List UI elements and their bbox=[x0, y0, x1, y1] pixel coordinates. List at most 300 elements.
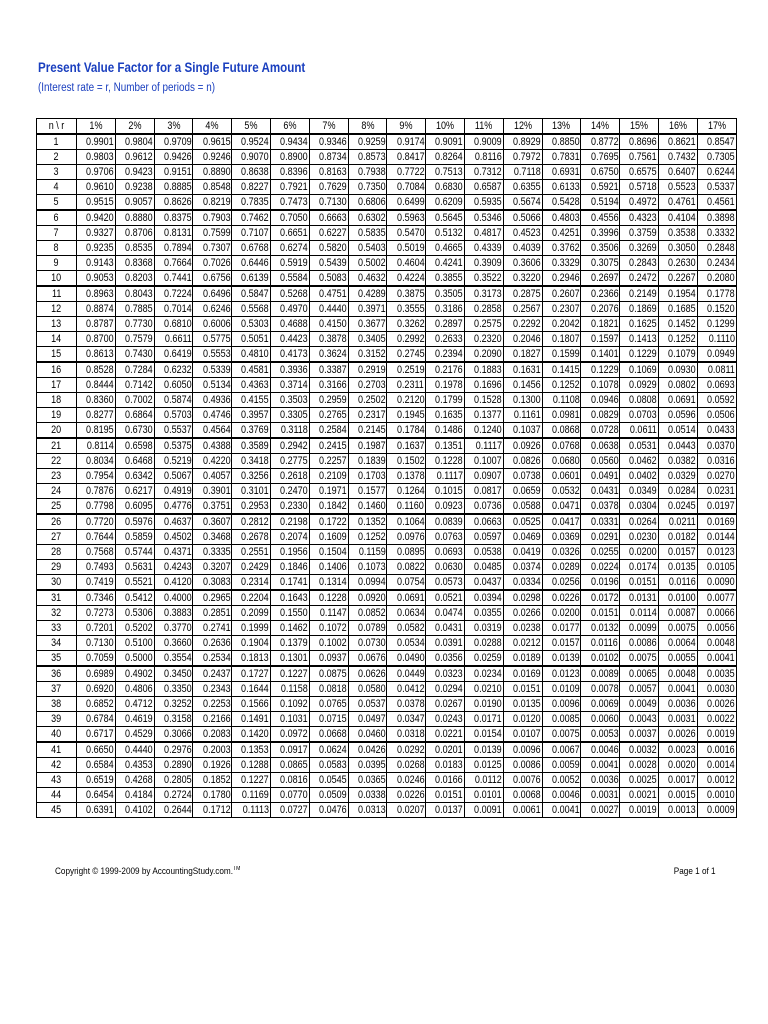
factor-cell: 0.7419 bbox=[77, 575, 116, 591]
factor-cell: 0.5403 bbox=[348, 241, 387, 256]
factor-cell: 0.3158 bbox=[154, 712, 193, 727]
factor-cell: 0.0096 bbox=[542, 697, 581, 712]
factor-cell: 0.0462 bbox=[620, 454, 659, 469]
factor-cell: 0.6830 bbox=[426, 180, 465, 195]
period-cell: 28 bbox=[37, 545, 77, 560]
factor-cell: 0.3898 bbox=[697, 210, 736, 226]
factor-cell: 0.0626 bbox=[348, 666, 387, 682]
factor-cell: 0.4604 bbox=[387, 256, 426, 271]
factor-cell: 0.0036 bbox=[658, 697, 697, 712]
factor-cell: 0.1379 bbox=[270, 636, 309, 651]
factor-cell: 0.0356 bbox=[426, 651, 465, 667]
factor-cell: 0.3505 bbox=[426, 286, 465, 302]
factor-cell: 0.0014 bbox=[697, 758, 736, 773]
factor-cell: 0.1971 bbox=[309, 484, 348, 499]
factor-cell: 0.7107 bbox=[232, 226, 271, 241]
factor-cell: 0.2267 bbox=[658, 271, 697, 287]
factor-cell: 0.0089 bbox=[581, 666, 620, 682]
factor-cell: 0.0009 bbox=[697, 803, 736, 818]
factor-cell: 0.0829 bbox=[581, 408, 620, 423]
factor-cell: 0.0031 bbox=[581, 788, 620, 803]
factor-cell: 0.0624 bbox=[309, 742, 348, 758]
factor-cell: 0.2109 bbox=[309, 469, 348, 484]
factor-cell: 0.3335 bbox=[193, 545, 232, 560]
rate-header: 16% bbox=[658, 119, 697, 135]
factor-cell: 0.7118 bbox=[503, 165, 542, 180]
factor-cell: 0.3083 bbox=[193, 575, 232, 591]
factor-cell: 0.0221 bbox=[426, 727, 465, 743]
factor-cell: 0.0019 bbox=[620, 803, 659, 818]
factor-cell: 0.0789 bbox=[348, 621, 387, 636]
factor-cell: 0.3957 bbox=[232, 408, 271, 423]
factor-cell: 0.6598 bbox=[115, 438, 154, 454]
factor-cell: 0.1486 bbox=[426, 423, 465, 439]
factor-cell: 0.6499 bbox=[387, 195, 426, 211]
factor-cell: 0.0294 bbox=[426, 682, 465, 697]
factor-cell: 0.5963 bbox=[387, 210, 426, 226]
factor-cell: 0.7835 bbox=[232, 195, 271, 211]
factor-cell: 0.3624 bbox=[309, 347, 348, 363]
factor-cell: 0.0816 bbox=[270, 773, 309, 788]
factor-cell: 0.8573 bbox=[348, 150, 387, 165]
factor-cell: 0.8360 bbox=[77, 393, 116, 408]
factor-cell: 0.0391 bbox=[426, 636, 465, 651]
factor-cell: 0.7664 bbox=[154, 256, 193, 271]
factor-cell: 0.1883 bbox=[464, 362, 503, 378]
factor-cell: 0.1252 bbox=[348, 530, 387, 545]
table-row bbox=[37, 742, 737, 758]
factor-cell: 0.4523 bbox=[503, 226, 542, 241]
factor-cell: 0.2567 bbox=[503, 302, 542, 317]
factor-cell: 0.0338 bbox=[348, 788, 387, 803]
factor-cell: 0.8700 bbox=[77, 332, 116, 347]
factor-cell: 0.0107 bbox=[503, 727, 542, 743]
factor-cell: 0.0930 bbox=[658, 362, 697, 378]
factor-cell: 0.0048 bbox=[658, 666, 697, 682]
factor-cell: 0.7201 bbox=[77, 621, 116, 636]
factor-cell: 0.5202 bbox=[115, 621, 154, 636]
period-cell: 36 bbox=[37, 666, 77, 682]
factor-cell: 0.2775 bbox=[270, 454, 309, 469]
factor-cell: 0.1353 bbox=[232, 742, 271, 758]
factor-cell: 0.0259 bbox=[464, 651, 503, 667]
factor-cell: 0.8548 bbox=[193, 180, 232, 195]
factor-cell: 0.7798 bbox=[77, 499, 116, 515]
factor-cell: 0.3450 bbox=[154, 666, 193, 682]
factor-cell: 0.4423 bbox=[270, 332, 309, 347]
factor-cell: 0.6244 bbox=[697, 165, 736, 180]
factor-cell: 0.1597 bbox=[581, 332, 620, 347]
factor-cell: 0.0174 bbox=[620, 560, 659, 575]
factor-cell: 0.2965 bbox=[193, 590, 232, 606]
factor-cell: 0.5847 bbox=[232, 286, 271, 302]
period-cell: 7 bbox=[37, 226, 77, 241]
factor-cell: 0.0691 bbox=[658, 393, 697, 408]
factor-cell: 0.8890 bbox=[193, 165, 232, 180]
factor-cell: 0.0069 bbox=[581, 697, 620, 712]
factor-cell: 0.5775 bbox=[193, 332, 232, 347]
factor-cell: 0.9143 bbox=[77, 256, 116, 271]
factor-cell: 0.1696 bbox=[464, 378, 503, 393]
factor-cell: 0.4104 bbox=[658, 210, 697, 226]
table-row bbox=[37, 545, 737, 560]
factor-cell: 0.7462 bbox=[232, 210, 271, 226]
table-row bbox=[37, 712, 737, 727]
factor-cell: 0.1452 bbox=[658, 317, 697, 332]
factor-cell: 0.4323 bbox=[620, 210, 659, 226]
factor-cell: 0.8277 bbox=[77, 408, 116, 423]
table-row bbox=[37, 134, 737, 150]
factor-cell: 0.1644 bbox=[232, 682, 271, 697]
factor-cell: 0.0443 bbox=[658, 438, 697, 454]
factor-cell: 0.8621 bbox=[658, 134, 697, 150]
factor-cell: 0.0292 bbox=[387, 742, 426, 758]
page-subtitle: (Interest rate = r, Number of periods = n) bbox=[38, 82, 216, 94]
factor-cell: 0.0151 bbox=[426, 788, 465, 803]
period-cell: 20 bbox=[37, 423, 77, 439]
factor-cell: 0.6342 bbox=[115, 469, 154, 484]
period-cell: 23 bbox=[37, 469, 77, 484]
factor-cell: 0.0431 bbox=[426, 621, 465, 636]
factor-cell: 0.5066 bbox=[503, 210, 542, 226]
factor-cell: 0.5874 bbox=[154, 393, 193, 408]
factor-cell: 0.6419 bbox=[154, 347, 193, 363]
rate-header: 1% bbox=[77, 119, 116, 135]
factor-cell: 0.1520 bbox=[697, 302, 736, 317]
factor-cell: 0.8696 bbox=[620, 134, 659, 150]
table-row bbox=[37, 575, 737, 591]
factor-cell: 0.0020 bbox=[658, 758, 697, 773]
factor-cell: 0.7432 bbox=[658, 150, 697, 165]
factor-cell: 0.0230 bbox=[620, 530, 659, 545]
factor-cell: 0.8528 bbox=[77, 362, 116, 378]
factor-cell: 0.0319 bbox=[464, 621, 503, 636]
factor-cell: 0.0078 bbox=[581, 682, 620, 697]
factor-cell: 0.4353 bbox=[115, 758, 154, 773]
factor-cell: 0.4564 bbox=[193, 423, 232, 439]
rate-header: 3% bbox=[154, 119, 193, 135]
factor-cell: 0.8885 bbox=[154, 180, 193, 195]
factor-cell: 0.9709 bbox=[154, 134, 193, 150]
factor-cell: 0.0583 bbox=[309, 758, 348, 773]
factor-cell: 0.4665 bbox=[426, 241, 465, 256]
factor-cell: 0.8734 bbox=[309, 150, 348, 165]
factor-cell: 0.1599 bbox=[542, 347, 581, 363]
factor-cell: 0.4184 bbox=[115, 788, 154, 803]
table-row bbox=[37, 590, 737, 606]
factor-cell: 0.0139 bbox=[464, 742, 503, 758]
factor-cell: 0.9524 bbox=[232, 134, 271, 150]
factor-cell: 0.2843 bbox=[620, 256, 659, 271]
factor-cell: 0.1625 bbox=[620, 317, 659, 332]
factor-cell: 0.0151 bbox=[581, 606, 620, 621]
factor-cell: 0.4000 bbox=[154, 590, 193, 606]
period-cell: 27 bbox=[37, 530, 77, 545]
page-number: Page 1 of 1 bbox=[674, 866, 716, 877]
factor-cell: 0.0211 bbox=[658, 514, 697, 530]
factor-cell: 0.3329 bbox=[542, 256, 581, 271]
factor-cell: 0.1528 bbox=[464, 393, 503, 408]
factor-cell: 0.3759 bbox=[620, 226, 659, 241]
factor-cell: 0.0226 bbox=[542, 590, 581, 606]
factor-cell: 0.0075 bbox=[658, 621, 697, 636]
factor-cell: 0.1406 bbox=[309, 560, 348, 575]
factor-cell: 0.8963 bbox=[77, 286, 116, 302]
factor-cell: 0.0210 bbox=[464, 682, 503, 697]
factor-cell: 0.2076 bbox=[581, 302, 620, 317]
factor-cell: 0.1869 bbox=[620, 302, 659, 317]
table-row bbox=[37, 332, 737, 347]
factor-cell: 0.1784 bbox=[387, 423, 426, 439]
table-row bbox=[37, 241, 737, 256]
period-cell: 25 bbox=[37, 499, 77, 515]
factor-cell: 0.8219 bbox=[193, 195, 232, 211]
factor-cell: 0.5346 bbox=[464, 210, 503, 226]
factor-cell: 0.2003 bbox=[193, 742, 232, 758]
factor-cell: 0.0738 bbox=[503, 469, 542, 484]
period-cell: 8 bbox=[37, 241, 77, 256]
factor-cell: 0.7903 bbox=[193, 210, 232, 226]
factor-cell: 0.0135 bbox=[503, 697, 542, 712]
factor-cell: 0.3468 bbox=[193, 530, 232, 545]
factor-cell: 0.0506 bbox=[697, 408, 736, 423]
table-row bbox=[37, 165, 737, 180]
factor-cell: 0.9009 bbox=[464, 134, 503, 150]
factor-cell: 0.6806 bbox=[348, 195, 387, 211]
period-cell: 30 bbox=[37, 575, 77, 591]
factor-cell: 0.3607 bbox=[193, 514, 232, 530]
factor-cell: 0.3503 bbox=[270, 393, 309, 408]
factor-cell: 0.0852 bbox=[348, 606, 387, 621]
factor-cell: 0.6139 bbox=[232, 271, 271, 287]
factor-cell: 0.0031 bbox=[658, 712, 697, 727]
factor-cell: 0.1169 bbox=[232, 788, 271, 803]
factor-cell: 0.2678 bbox=[232, 530, 271, 545]
factor-cell: 0.0573 bbox=[426, 575, 465, 591]
factor-cell: 0.5835 bbox=[348, 226, 387, 241]
factor-cell: 0.0243 bbox=[426, 712, 465, 727]
table-row bbox=[37, 682, 737, 697]
factor-cell: 0.3075 bbox=[581, 256, 620, 271]
factor-cell: 0.7130 bbox=[309, 195, 348, 211]
factor-cell: 0.0026 bbox=[697, 697, 736, 712]
factor-cell: 0.1229 bbox=[581, 362, 620, 378]
factor-cell: 0.3118 bbox=[270, 423, 309, 439]
factor-cell: 0.0284 bbox=[658, 484, 697, 499]
factor-cell: 0.0437 bbox=[464, 575, 503, 591]
factor-cell: 0.9174 bbox=[387, 134, 426, 150]
factor-cell: 0.0022 bbox=[697, 712, 736, 727]
factor-cell: 0.3522 bbox=[464, 271, 503, 287]
factor-cell: 0.0059 bbox=[542, 758, 581, 773]
factor-cell: 0.3762 bbox=[542, 241, 581, 256]
period-cell: 21 bbox=[37, 438, 77, 454]
factor-cell: 0.0491 bbox=[581, 469, 620, 484]
factor-cell: 0.0736 bbox=[464, 499, 503, 515]
factor-cell: 0.1643 bbox=[270, 590, 309, 606]
period-cell: 33 bbox=[37, 621, 77, 636]
rate-header: 10% bbox=[426, 119, 465, 135]
table-row bbox=[37, 606, 737, 621]
factor-cell: 0.9327 bbox=[77, 226, 116, 241]
factor-cell: 0.1159 bbox=[348, 545, 387, 560]
factor-cell: 0.1727 bbox=[232, 666, 271, 682]
factor-cell: 0.0460 bbox=[348, 727, 387, 743]
factor-cell: 0.0019 bbox=[697, 727, 736, 743]
factor-cell: 0.6717 bbox=[77, 727, 116, 743]
factor-cell: 0.7561 bbox=[620, 150, 659, 165]
rate-header: 9% bbox=[387, 119, 426, 135]
factor-cell: 0.2703 bbox=[348, 378, 387, 393]
factor-cell: 0.1813 bbox=[232, 651, 271, 667]
factor-cell: 0.0049 bbox=[620, 697, 659, 712]
factor-cell: 0.0064 bbox=[658, 636, 697, 651]
factor-cell: 0.0066 bbox=[697, 606, 736, 621]
factor-cell: 0.5375 bbox=[154, 438, 193, 454]
factor-cell: 0.0433 bbox=[697, 423, 736, 439]
factor-cell: 0.0267 bbox=[426, 697, 465, 712]
factor-cell: 0.8163 bbox=[309, 165, 348, 180]
period-cell: 24 bbox=[37, 484, 77, 499]
factor-cell: 0.0270 bbox=[697, 469, 736, 484]
factor-cell: 0.0946 bbox=[581, 393, 620, 408]
factor-cell: 0.6756 bbox=[193, 271, 232, 287]
factor-cell: 0.0560 bbox=[581, 454, 620, 469]
factor-cell: 0.0525 bbox=[503, 514, 542, 530]
factor-cell: 0.1807 bbox=[542, 332, 581, 347]
table-row bbox=[37, 727, 737, 743]
factor-cell: 0.2992 bbox=[387, 332, 426, 347]
factor-cell: 0.0582 bbox=[387, 621, 426, 636]
factor-cell: 0.5718 bbox=[620, 180, 659, 195]
factor-cell: 0.2330 bbox=[270, 499, 309, 515]
factor-cell: 0.0245 bbox=[658, 499, 697, 515]
factor-cell: 0.4241 bbox=[426, 256, 465, 271]
factor-cell: 0.4712 bbox=[115, 697, 154, 712]
factor-cell: 0.1037 bbox=[503, 423, 542, 439]
factor-cell: 0.8444 bbox=[77, 378, 116, 393]
factor-cell: 0.4057 bbox=[193, 469, 232, 484]
table-row bbox=[37, 469, 737, 484]
factor-cell: 0.0347 bbox=[387, 712, 426, 727]
factor-cell: 0.2257 bbox=[309, 454, 348, 469]
factor-cell: 0.8368 bbox=[115, 256, 154, 271]
factor-cell: 0.7130 bbox=[77, 636, 116, 651]
factor-cell: 0.3101 bbox=[232, 484, 271, 499]
factor-cell: 0.4155 bbox=[232, 393, 271, 408]
factor-cell: 0.0431 bbox=[581, 484, 620, 499]
factor-cell: 0.3751 bbox=[193, 499, 232, 515]
factor-cell: 0.6650 bbox=[77, 742, 116, 758]
factor-cell: 0.2851 bbox=[193, 606, 232, 621]
rate-header: 2% bbox=[115, 119, 154, 135]
factor-cell: 0.4556 bbox=[581, 210, 620, 226]
factor-cell: 0.1078 bbox=[581, 378, 620, 393]
factor-cell: 0.1228 bbox=[309, 590, 348, 606]
factor-cell: 0.2366 bbox=[581, 286, 620, 302]
factor-cell: 0.4039 bbox=[503, 241, 542, 256]
factor-cell: 0.3262 bbox=[387, 317, 426, 332]
factor-cell: 0.4632 bbox=[348, 271, 387, 287]
factor-cell: 0.0207 bbox=[387, 803, 426, 818]
factor-cell: 0.2120 bbox=[387, 393, 426, 408]
factor-cell: 0.3152 bbox=[348, 347, 387, 363]
factor-cell: 0.1299 bbox=[697, 317, 736, 332]
factor-cell: 0.0068 bbox=[503, 788, 542, 803]
factor-cell: 0.0469 bbox=[503, 530, 542, 545]
factor-cell: 0.0096 bbox=[503, 742, 542, 758]
factor-cell: 0.0730 bbox=[348, 636, 387, 651]
factor-cell: 0.0116 bbox=[658, 575, 697, 591]
factor-cell: 0.8900 bbox=[270, 150, 309, 165]
factor-cell: 0.0076 bbox=[503, 773, 542, 788]
factor-cell: 0.5523 bbox=[658, 180, 697, 195]
factor-cell: 0.3050 bbox=[658, 241, 697, 256]
factor-cell: 0.3220 bbox=[503, 271, 542, 287]
factor-cell: 0.1978 bbox=[426, 378, 465, 393]
factor-cell: 0.0100 bbox=[658, 590, 697, 606]
factor-cell: 0.0075 bbox=[542, 727, 581, 743]
factor-cell: 0.6217 bbox=[115, 484, 154, 499]
factor-cell: 0.0895 bbox=[387, 545, 426, 560]
factor-cell: 0.7972 bbox=[503, 150, 542, 165]
factor-cell: 0.1015 bbox=[426, 484, 465, 499]
factor-cell: 0.5428 bbox=[542, 195, 581, 211]
factor-cell: 0.8874 bbox=[77, 302, 116, 317]
factor-cell: 0.7014 bbox=[154, 302, 193, 317]
factor-cell: 0.3166 bbox=[309, 378, 348, 393]
factor-cell: 0.0727 bbox=[270, 803, 309, 818]
table-row bbox=[37, 226, 737, 241]
factor-cell: 0.7059 bbox=[77, 651, 116, 667]
factor-cell: 0.8131 bbox=[154, 226, 193, 241]
factor-cell: 0.4388 bbox=[193, 438, 232, 454]
factor-cell: 0.3554 bbox=[154, 651, 193, 667]
factor-cell: 0.2534 bbox=[193, 651, 232, 667]
factor-cell: 0.0190 bbox=[464, 697, 503, 712]
factor-cell: 0.4224 bbox=[387, 271, 426, 287]
factor-cell: 0.2644 bbox=[154, 803, 193, 818]
factor-cell: 0.0402 bbox=[620, 469, 659, 484]
factor-cell: 0.0374 bbox=[503, 560, 542, 575]
factor-cell: 0.0120 bbox=[503, 712, 542, 727]
factor-cell: 0.3332 bbox=[697, 226, 736, 241]
factor-cell: 0.0013 bbox=[658, 803, 697, 818]
factor-cell: 0.4243 bbox=[154, 560, 193, 575]
factor-cell: 0.6651 bbox=[270, 226, 309, 241]
factor-cell: 0.0875 bbox=[309, 666, 348, 682]
table-row bbox=[37, 256, 737, 271]
factor-cell: 0.6587 bbox=[464, 180, 503, 195]
factor-cell: 0.1301 bbox=[270, 651, 309, 667]
factor-cell: 0.4619 bbox=[115, 712, 154, 727]
factor-cell: 0.2741 bbox=[193, 621, 232, 636]
factor-cell: 0.0266 bbox=[503, 606, 542, 621]
factor-cell: 0.0326 bbox=[542, 545, 581, 560]
factor-cell: 0.7430 bbox=[115, 347, 154, 363]
factor-cell: 0.1609 bbox=[309, 530, 348, 545]
factor-cell: 0.4761 bbox=[658, 195, 697, 211]
factor-cell: 0.0490 bbox=[387, 651, 426, 667]
factor-cell: 0.1987 bbox=[348, 438, 387, 454]
factor-cell: 0.8375 bbox=[154, 210, 193, 226]
factor-cell: 0.0917 bbox=[270, 742, 309, 758]
factor-cell: 0.3714 bbox=[270, 378, 309, 393]
factor-cell: 0.0378 bbox=[581, 499, 620, 515]
factor-cell: 0.6274 bbox=[270, 241, 309, 256]
factor-cell: 0.1504 bbox=[309, 545, 348, 560]
factor-cell: 0.8264 bbox=[426, 150, 465, 165]
